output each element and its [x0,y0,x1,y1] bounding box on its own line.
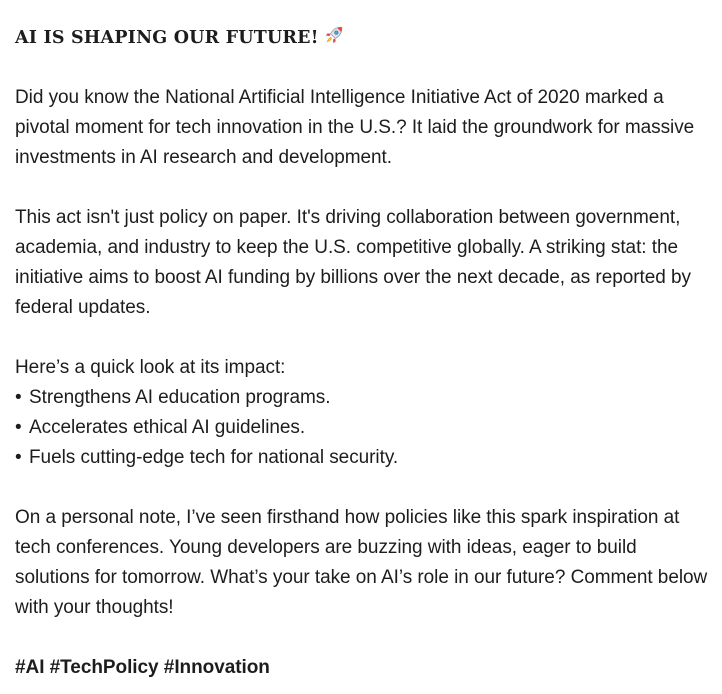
impact-section [15,353,715,473]
list-item [15,443,715,473]
post-body [15,23,715,683]
list-item [15,383,715,413]
post-title [15,23,715,53]
bullet-marker: • [15,387,22,408]
list-item-text: Accelerates ethical AI guidelines. [29,417,306,438]
list-item-text: Strengthens AI education programs. [29,387,331,408]
intro-paragraph: Did you know the National Artificial Intelligence Initiative Act of 2020 marked a pivotal moment for tech innovation in the U.S.? It laid the groundwork for massive investments in AI research and development. [15,87,695,168]
policy-paragraph: This act isn't just policy on paper. It's driving collaboration between government, academia, and industry to keep the U.S. competitive globally. A striking stat: the initiative aims to boost AI funding by billions over the next decade, as reported by federal updates. [15,207,691,318]
personal-note-paragraph: On a personal note, I’ve seen firsthand how policies like this spark inspiration at tech conferences. Young developers are buzzing with ideas, eager to build solutions for tomorrow. What’s your take on AI’s role in our future? Comment below with your thoughts! [15,507,708,618]
impact-intro: Here’s a quick look at its impact: [15,357,286,378]
post-title-text: AI IS SHAPING OUR FUTURE! [15,28,319,48]
rocket-icon [323,24,345,46]
bullet-marker: • [15,447,22,468]
bullet-marker: • [15,417,22,438]
hashtags: #AI #TechPolicy #Innovation [15,657,270,678]
list-item-text: Fuels cutting-edge tech for national security. [29,447,399,468]
list-item [15,413,715,443]
